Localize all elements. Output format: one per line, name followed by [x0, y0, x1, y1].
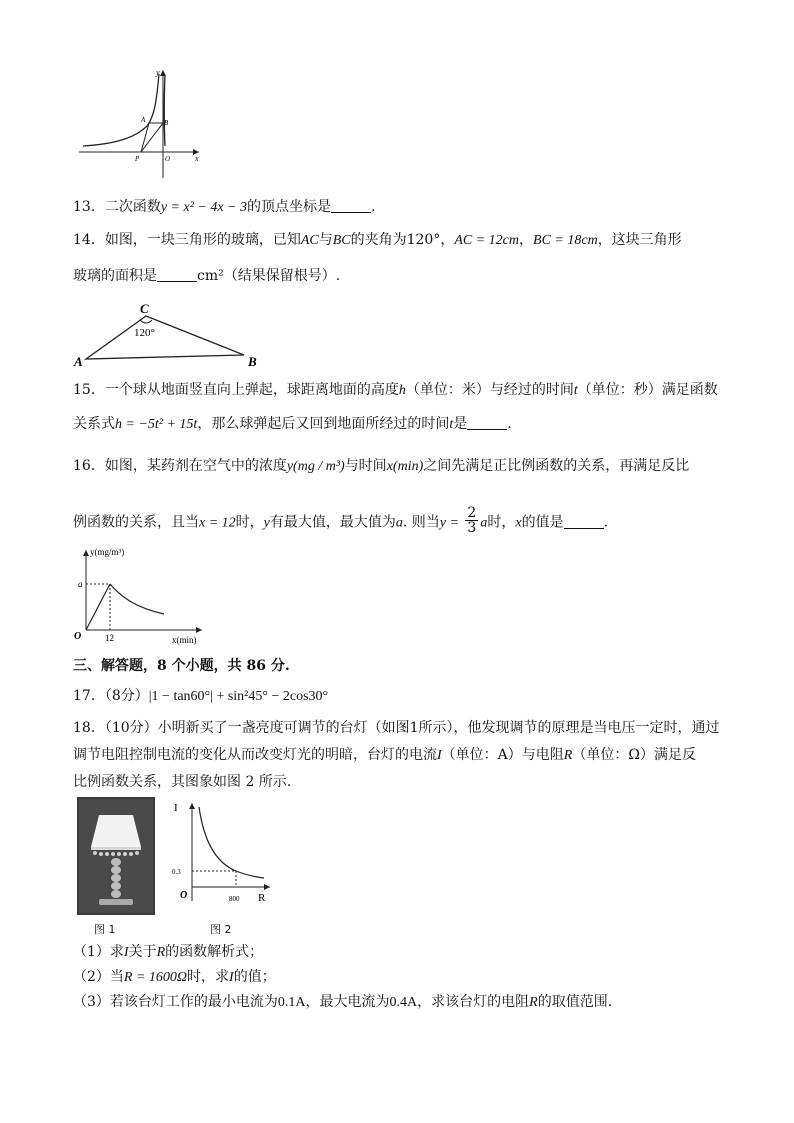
- question-16-line-1: [73, 456, 689, 477]
- q14-and: 与: [318, 232, 333, 248]
- question-13: [73, 197, 375, 218]
- q18-sub3-max-current: 0.4A: [389, 995, 418, 1010]
- tick-800: 800: [229, 895, 240, 903]
- q18-sub3-text-4: 的取值范围.: [537, 994, 613, 1010]
- q15-text-3: （单位：秒）满足函数: [577, 382, 718, 398]
- q16-text-5: 时，: [235, 514, 264, 531]
- q16-a: a: [395, 515, 403, 531]
- q13-end: .: [371, 199, 376, 215]
- q13-expression: y = x² − 4x − 3: [160, 200, 248, 215]
- fraction-denominator: 3: [467, 520, 477, 536]
- answer-blank: [467, 415, 507, 430]
- q15-text: 一个球从地面竖直向上弹起，球距离地面的高度: [104, 382, 399, 398]
- q14-unit: cm²: [197, 268, 224, 284]
- q18-text-5: 比例函数关系，其图象如图 2 所示.: [73, 774, 292, 790]
- lamp-photo: [77, 797, 155, 915]
- q18-sub1-r: R: [156, 945, 166, 960]
- answer-blank: [157, 267, 197, 282]
- q15-expression: h = −5t² + 15t: [115, 417, 198, 432]
- concentration-graph: [72, 546, 207, 646]
- q16-text-7: . 则当: [402, 514, 440, 531]
- q18-sub3-text-2: ，最大电流为: [305, 994, 390, 1010]
- triangle-figure: [72, 300, 272, 370]
- vertex-a-label: A: [74, 354, 83, 369]
- q14-bc: BC: [332, 233, 351, 248]
- origin-label: O: [180, 890, 188, 901]
- q16-x: x: [515, 515, 522, 531]
- q13-number: 13．: [73, 199, 105, 215]
- q16-y: y: [263, 515, 270, 531]
- answer-blank: [564, 514, 604, 529]
- q18-sub3-text-3: ，求该台灯的电阻: [417, 994, 530, 1010]
- q14-ac: AC: [300, 233, 319, 248]
- q14-text: 如图，一块三角形的玻璃，已知: [104, 232, 301, 248]
- point-a-label: A: [141, 116, 146, 124]
- q14-bc-value: BC = 18cm: [533, 233, 598, 248]
- q14-sep: ，: [519, 232, 534, 248]
- q18-sub3-text: （3）若该台灯工作的最小电流为: [73, 994, 278, 1010]
- vertex-c-label: C: [140, 301, 149, 316]
- q18-text-3: （单位：A）与电阻: [441, 747, 564, 763]
- q16-text-4: 例函数的关系，且当: [73, 514, 199, 531]
- q15-h: h: [398, 383, 406, 398]
- q18-sub2-i: I: [229, 970, 234, 985]
- q18-text: 小明新买了一盏亮度可调节的台灯（如图1所示），他发现调节的原理是当电压一定时，通过: [157, 720, 720, 736]
- q16-text-3: 之间先满足正比例函数的关系，再满足反比: [423, 458, 690, 474]
- tick-0-3: 0.3: [172, 868, 181, 876]
- point-b-label: B: [164, 119, 169, 127]
- q18-sub2-text-3: 的值；: [233, 969, 276, 985]
- figure-2-caption: 图 2: [210, 923, 232, 936]
- q18-sub1-i: I: [123, 945, 129, 960]
- question-15-line-1: [73, 380, 718, 401]
- y-axis-label: y: [156, 68, 160, 77]
- figure-1-caption: 图 1: [94, 923, 116, 936]
- q15-text-2: （单位：米）与经过的时间: [405, 382, 574, 398]
- q16-end: .: [603, 514, 609, 531]
- q18-text-4: （单位：Ω）满足反: [572, 747, 696, 763]
- q18-sub1-text-2: 关于: [128, 944, 157, 960]
- q14-text-end: ，这块三角形: [597, 232, 682, 248]
- point-p-label: P: [135, 155, 140, 163]
- q18-sub-2: [73, 967, 276, 988]
- q18-sub-3: [73, 992, 612, 1013]
- q17-number: 17．: [73, 688, 105, 704]
- origin-label: O: [165, 155, 171, 163]
- question-14-line-2: [73, 266, 340, 286]
- q15-t: t: [573, 383, 578, 398]
- q15-end: .: [507, 416, 512, 432]
- q16-x-unit: x(min): [386, 459, 424, 474]
- fraction: [465, 506, 478, 535]
- q18-score: （10分）: [104, 720, 158, 736]
- q17-expression: |1 − tan60°| + sin²45° − 2cos30°: [148, 689, 329, 704]
- q18-sub1-text: （1）求: [73, 944, 124, 960]
- y-axis-label: I: [174, 802, 178, 814]
- q16-x-value: x = 12: [199, 515, 236, 531]
- q14-ac-value: AC = 12cm: [454, 233, 520, 248]
- q18-i: I: [437, 748, 442, 763]
- q12-figure: [75, 66, 205, 181]
- answer-blank: [331, 198, 371, 213]
- q16-text-9: 的值是: [521, 514, 564, 531]
- q18-sub3-min-current: 0.1A: [277, 995, 306, 1010]
- q18-number: 18．: [73, 720, 105, 736]
- q16-y-unit: y(mg / m³): [286, 459, 345, 474]
- q18-sub2-expression: R = 1600Ω: [123, 970, 188, 985]
- angle-label: 120°: [134, 327, 155, 339]
- q14-number: 14．: [73, 232, 105, 248]
- x-axis-label: R: [258, 892, 266, 904]
- question-15-line-2: [73, 414, 512, 435]
- origin-label: O: [74, 631, 82, 642]
- q16-number: 16．: [73, 458, 105, 474]
- question-16-line-2: [73, 505, 609, 537]
- q18-sub1-text-3: 的函数解析式；: [165, 944, 264, 960]
- q16-text: 如图，某药剂在空气中的浓度: [104, 458, 287, 474]
- q17-score: （8分）: [104, 688, 149, 704]
- question-18-line-1: [73, 718, 720, 738]
- q16-y-eq: y =: [439, 515, 459, 531]
- q15-number: 15．: [73, 382, 105, 398]
- q18-sub2-text: （2）当: [73, 969, 124, 985]
- question-18-line-2: [73, 745, 696, 766]
- max-value-label: a: [78, 579, 83, 589]
- section-3-title: 三、解答题，8 个小题，共 86 分.: [73, 658, 290, 674]
- q13-text-2: 的顶点坐标是: [247, 199, 332, 215]
- q16-text-6: 有最大值，最大值为: [269, 514, 396, 531]
- q15-t-2: t: [449, 417, 454, 432]
- q16-a-2: a: [480, 515, 488, 531]
- q14-text-2: 玻璃的面积是: [73, 268, 157, 284]
- question-17: [73, 686, 328, 707]
- x-axis-label: x: [195, 154, 199, 163]
- question-14-line-1: [73, 230, 682, 251]
- q15-text-4: 关系式: [73, 416, 115, 432]
- q14-angle-text: 的夹角为120°，: [350, 232, 455, 248]
- q16-text-8: 时，: [487, 514, 516, 531]
- x-tick-12: 12: [105, 633, 114, 643]
- q18-r: R: [563, 748, 573, 763]
- q15-text-6: 是: [453, 416, 468, 432]
- vertex-b-label: B: [248, 354, 257, 369]
- y-axis-label: y(mg/m³): [90, 547, 125, 557]
- x-axis-label: x(min): [172, 635, 197, 645]
- q18-text-2: 调节电阻控制电流的变化从而改变灯光的明暗，台灯的电流: [73, 747, 437, 763]
- q15-text-5: ，那么球弹起后又回到地面所经过的时间: [197, 416, 450, 432]
- current-resistance-graph: [166, 797, 276, 909]
- q18-sub3-r: R: [529, 995, 538, 1010]
- question-18-line-3: [73, 772, 291, 792]
- fraction-numerator: 2: [467, 505, 477, 521]
- q14-note: （结果保留根号）.: [223, 268, 341, 284]
- q18-sub2-text-2: 时，求: [187, 969, 230, 985]
- q16-text-2: 与时间: [344, 458, 387, 474]
- q13-text: 二次函数: [104, 199, 161, 215]
- q18-sub-1: [73, 942, 263, 963]
